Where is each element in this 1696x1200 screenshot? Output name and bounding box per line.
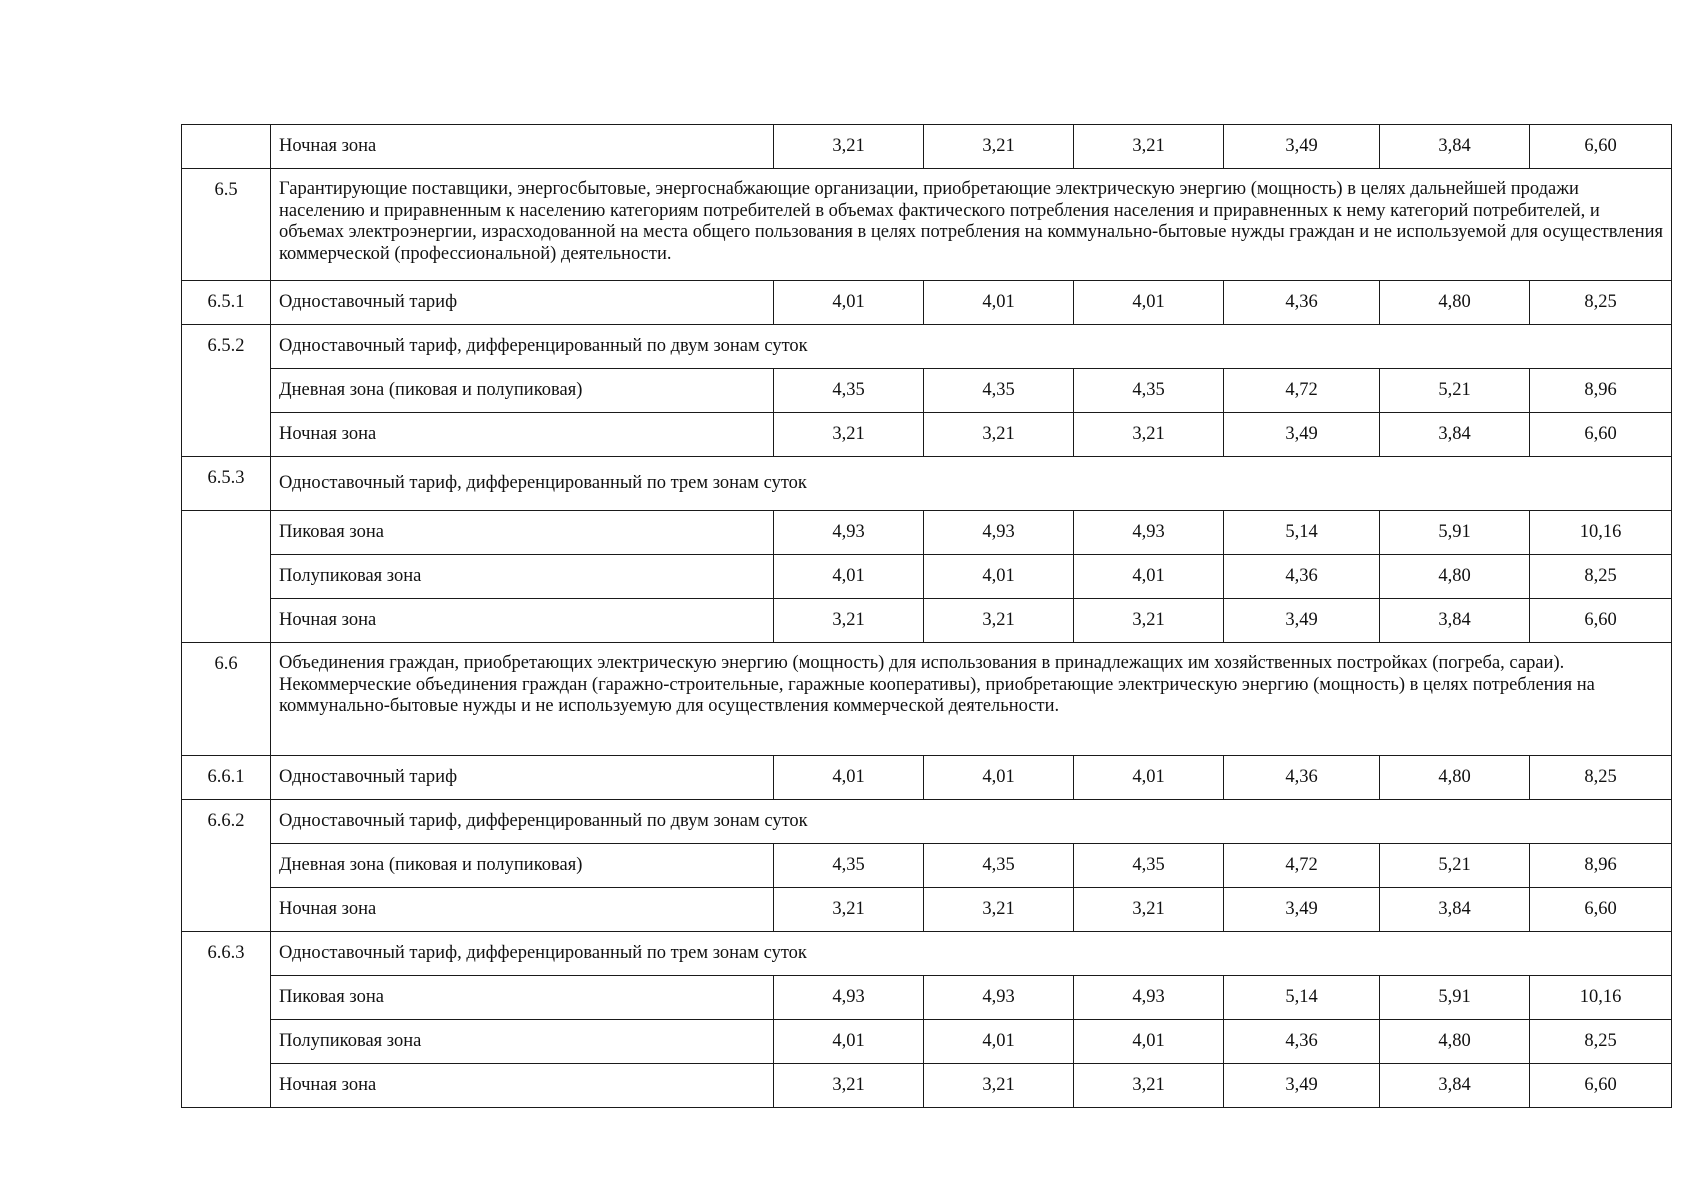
subheading: Одноставочный тариф, дифференцированный по трем зонам суток — [271, 932, 1672, 976]
tariff-name: Пиковая зона — [271, 976, 774, 1020]
section-row — [182, 169, 1672, 281]
tariff-value: 6,60 — [1530, 888, 1672, 932]
table-row — [182, 844, 1672, 888]
tariff-value: 3,21 — [1074, 888, 1224, 932]
table-row — [182, 976, 1672, 1020]
tariff-value: 3,84 — [1380, 413, 1530, 457]
tariff-value: 5,14 — [1224, 511, 1380, 555]
subheading-row — [182, 325, 1672, 369]
tariff-name: Полупиковая зона — [271, 555, 774, 599]
tariff-value: 3,49 — [1224, 1064, 1380, 1108]
tariff-name: Дневная зона (пиковая и полупиковая) — [271, 844, 774, 888]
tariff-value: 4,93 — [774, 976, 924, 1020]
table-row — [182, 125, 1672, 169]
tariff-value: 8,96 — [1530, 369, 1672, 413]
tariff-name: Ночная зона — [271, 888, 774, 932]
row-number: 6.6.2 — [182, 800, 271, 932]
tariff-value: 4,80 — [1380, 756, 1530, 800]
section-text: Объединения граждан, приобретающих электрическую энергию (мощность) для использования в принадлежащих им хозяйственных постройках (погреба, сараи). — [279, 653, 1565, 673]
tariff-value: 3,21 — [924, 1064, 1074, 1108]
tariff-name: Ночная зона — [271, 125, 774, 169]
tariff-table — [181, 124, 1672, 1108]
tariff-value: 4,01 — [1074, 1020, 1224, 1064]
tariff-value: 4,36 — [1224, 281, 1380, 325]
tariff-value: 4,80 — [1380, 281, 1530, 325]
tariff-value: 4,01 — [924, 555, 1074, 599]
subheading: Одноставочный тариф, дифференцированный по двум зонам суток — [271, 800, 1672, 844]
tariff-value: 3,84 — [1380, 888, 1530, 932]
tariff-value: 6,60 — [1530, 1064, 1672, 1108]
subheading: Одноставочный тариф, дифференцированный по трем зонам суток — [271, 457, 1672, 511]
tariff-name: Ночная зона — [271, 1064, 774, 1108]
tariff-value: 3,21 — [1074, 413, 1224, 457]
tariff-value: 4,93 — [1074, 976, 1224, 1020]
tariff-value: 4,72 — [1224, 844, 1380, 888]
tariff-value: 4,36 — [1224, 1020, 1380, 1064]
tariff-value: 5,14 — [1224, 976, 1380, 1020]
tariff-value: 8,96 — [1530, 844, 1672, 888]
tariff-name: Дневная зона (пиковая и полупиковая) — [271, 369, 774, 413]
tariff-value: 3,21 — [1074, 599, 1224, 643]
tariff-value: 4,36 — [1224, 756, 1380, 800]
tariff-value: 3,49 — [1224, 599, 1380, 643]
tariff-value: 3,21 — [1074, 1064, 1224, 1108]
tariff-value: 3,21 — [924, 125, 1074, 169]
tariff-value: 8,25 — [1530, 756, 1672, 800]
tariff-value: 4,35 — [774, 844, 924, 888]
subheading: Одноставочный тариф, дифференцированный по двум зонам суток — [271, 325, 1672, 369]
tariff-value: 4,35 — [774, 369, 924, 413]
row-number: 6.5 — [182, 169, 271, 281]
tariff-value: 4,36 — [1224, 555, 1380, 599]
tariff-value: 4,01 — [924, 756, 1074, 800]
tariff-value: 4,01 — [1074, 555, 1224, 599]
tariff-value: 3,21 — [1074, 125, 1224, 169]
tariff-value: 4,93 — [774, 511, 924, 555]
tariff-value: 4,01 — [1074, 281, 1224, 325]
tariff-value: 3,84 — [1380, 1064, 1530, 1108]
tariff-name: Одноставочный тариф — [271, 281, 774, 325]
tariff-value: 4,01 — [774, 555, 924, 599]
table-row — [182, 756, 1672, 800]
row-number: 6.5.1 — [182, 281, 271, 325]
tariff-value: 10,16 — [1530, 976, 1672, 1020]
tariff-value: 4,01 — [774, 1020, 924, 1064]
tariff-value: 3,49 — [1224, 413, 1380, 457]
tariff-value: 6,60 — [1530, 413, 1672, 457]
table-row — [182, 599, 1672, 643]
tariff-value: 3,21 — [774, 599, 924, 643]
tariff-value: 4,01 — [1074, 756, 1224, 800]
tariff-name: Одноставочный тариф — [271, 756, 774, 800]
table-row — [182, 555, 1672, 599]
table-row — [182, 511, 1672, 555]
tariff-value: 3,21 — [924, 599, 1074, 643]
row-number: 6.6.3 — [182, 932, 271, 1108]
tariff-name: Ночная зона — [271, 413, 774, 457]
subheading-row — [182, 932, 1672, 976]
tariff-value: 4,01 — [774, 756, 924, 800]
table-row — [182, 281, 1672, 325]
tariff-value: 3,49 — [1224, 125, 1380, 169]
row-number — [182, 511, 271, 643]
section-row — [182, 643, 1672, 756]
tariff-value: 4,80 — [1380, 555, 1530, 599]
tariff-name: Ночная зона — [271, 599, 774, 643]
tariff-value: 3,21 — [774, 1064, 924, 1108]
table-row — [182, 1064, 1672, 1108]
row-number: 6.6.1 — [182, 756, 271, 800]
tariff-value: 4,35 — [924, 844, 1074, 888]
tariff-value: 10,16 — [1530, 511, 1672, 555]
tariff-value: 8,25 — [1530, 1020, 1672, 1064]
tariff-value: 4,35 — [924, 369, 1074, 413]
tariff-value: 4,72 — [1224, 369, 1380, 413]
tariff-value: 4,01 — [774, 281, 924, 325]
section-text-2: Некоммерческие объединения граждан (гаражно-строительные, гаражные кооперативы), приобретающие электрическую энергию (мощность) в целях потребления на коммунально-бытовые нужды и не используемую для осуществления коммерческой деятельности. — [279, 674, 1595, 717]
tariff-value: 4,01 — [924, 281, 1074, 325]
tariff-value: 6,60 — [1530, 125, 1672, 169]
tariff-value: 5,91 — [1380, 976, 1530, 1020]
tariff-value: 4,93 — [1074, 511, 1224, 555]
subheading-row — [182, 800, 1672, 844]
tariff-value: 4,35 — [1074, 369, 1224, 413]
tariff-value: 3,49 — [1224, 888, 1380, 932]
tariff-value: 8,25 — [1530, 555, 1672, 599]
tariff-value: 4,01 — [924, 1020, 1074, 1064]
tariff-value: 3,21 — [774, 413, 924, 457]
tariff-value: 4,93 — [924, 976, 1074, 1020]
tariff-value: 4,93 — [924, 511, 1074, 555]
tariff-value: 4,80 — [1380, 1020, 1530, 1064]
tariff-value: 3,84 — [1380, 125, 1530, 169]
tariff-value: 3,21 — [924, 413, 1074, 457]
tariff-name: Пиковая зона — [271, 511, 774, 555]
table-row — [182, 888, 1672, 932]
table-row — [182, 413, 1672, 457]
section-text: Гарантирующие поставщики, энергосбытовые, энергоснабжающие организации, приобретающие электрическую энергию (мощность) в целях дальнейшей продажи населению и приравненным к населению категориям потребителей в объемах фактического потребления населения и приравненных к нему категорий потребителей, и объемах электроэнергии, израсходованной на места общего пользования в целях потребления на коммунально-бытовые нужды граждан и не используемой для осуществления коммерческой (профессиональной) деятельности. — [279, 179, 1664, 264]
row-number: 6.5.2 — [182, 325, 271, 457]
row-number — [182, 125, 271, 169]
tariff-value: 3,21 — [774, 125, 924, 169]
tariff-name: Полупиковая зона — [271, 1020, 774, 1064]
tariff-value: 3,21 — [924, 888, 1074, 932]
row-number: 6.5.3 — [182, 457, 271, 511]
table-row — [182, 1020, 1672, 1064]
tariff-value: 3,21 — [774, 888, 924, 932]
tariff-value: 8,25 — [1530, 281, 1672, 325]
section-description — [271, 643, 1672, 756]
row-number: 6.6 — [182, 643, 271, 756]
table-row — [182, 369, 1672, 413]
tariff-value: 3,84 — [1380, 599, 1530, 643]
section-description — [271, 169, 1672, 281]
tariff-value: 4,35 — [1074, 844, 1224, 888]
tariff-value: 5,21 — [1380, 369, 1530, 413]
tariff-value: 5,21 — [1380, 844, 1530, 888]
tariff-value: 5,91 — [1380, 511, 1530, 555]
subheading-row — [182, 457, 1672, 511]
tariff-value: 6,60 — [1530, 599, 1672, 643]
